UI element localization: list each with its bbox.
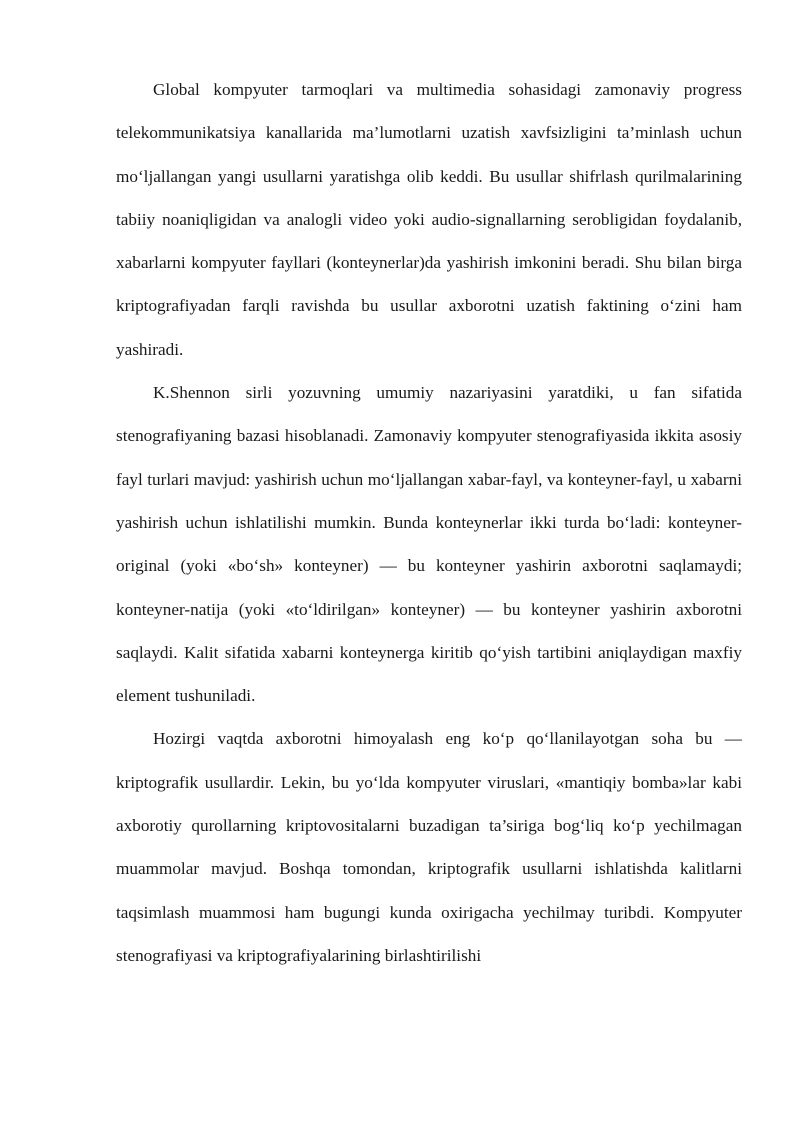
paragraph-3: Hozirgi vaqtda axborotni himoyalash eng ko‘p qo‘llanilayotgan soha bu — kriptografik usullardir. Lekin, bu yo‘lda kompyuter viruslari, «mantiqiy bomba»lar kabi axborotiy qurollarning kriptovositalarni buzadigan ta’siriga bog‘liq ko‘p yechilmagan muammolar mavjud. Boshqa tomondan, kriptografik usullarni ishlatishda kalitlarni taqsimlash muammosi ham bugungi kunda oxirigacha yechilmay turibdi. Kompyuter stenografiyasi va kriptografiyalarining birlashtirilishi xyxy=(116,729,742,965)
paragraph-2: K.Shennon sirli yozuvning umumiy nazariyasini yaratdiki, u fan sifatida stenografiyaning bazasi hisoblanadi. Zamonaviy kompyuter stenografiyasida ikkita asosiy fayl turlari mavjud: yashirish uchun mo‘ljallangan xabar-fayl, va konteyner-fayl, u xabarni yashirish uchun ishlatilishi mumkin. Bunda konteynerlar ikki turda bo‘ladi: konteyner-original (yoki «bo‘sh» konteyner) — bu konteyner yashirin axborotni saqlamaydi; konteyner-natija (yoki «to‘ldirilgan» konteyner) — bu konteyner yashirin axborotni saqlaydi. Kalit sifatida xabarni konteynerga kiritib qo‘yish tartibini aniqlaydigan maxfiy element tushuniladi. xyxy=(116,383,742,706)
document-body xyxy=(116,68,742,977)
paragraph-1: Global kompyuter tarmoqlari va multimedia sohasidagi zamonaviy progress telekommunikatsiya kanallarida ma’lumotlarni uzatish xavfsizligini ta’minlash uchun mo‘ljallangan yangi usullarni yaratishga olib keddi. Bu usullar shifrlash qurilmalarining tabiiy noaniqligidan va analogli video yoki audio-signallarning serobligidan foydalanib, xabarlarni kompyuter fayllari (konteynerlar)da yashirish imkonini beradi. Shu bilan birga kriptografiyadan farqli ravishda bu usullar axborotni uzatish faktining o‘zini ham yashiradi. xyxy=(116,80,742,359)
